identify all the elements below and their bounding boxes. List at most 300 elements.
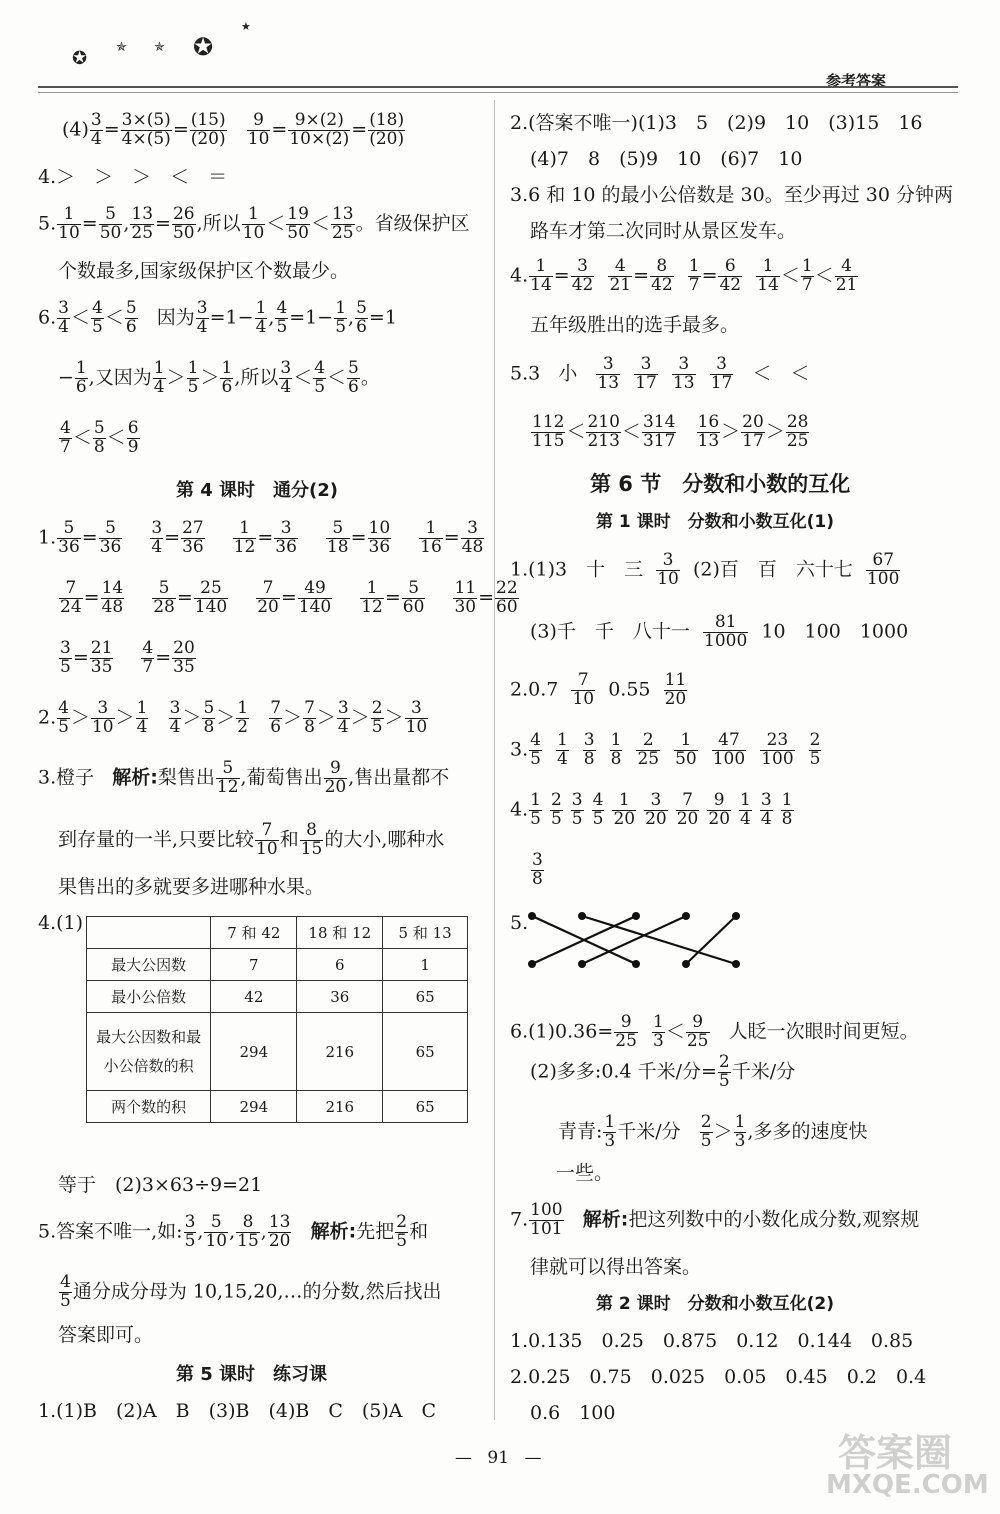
answer-line (58, 822, 444, 859)
answer-line (510, 1368, 926, 1387)
table-cell: 65 (383, 981, 468, 1013)
text-span: 100 (761, 748, 794, 769)
text-span: 人眨一次眼时间更短。 (728, 1020, 919, 1043)
text-span: 1 (221, 358, 233, 378)
text-span: 1 (529, 258, 553, 277)
text-span: 7 (60, 436, 71, 457)
text-span: 2 (396, 1212, 408, 1232)
text-span: 28 (153, 596, 175, 617)
text-span: 314 (642, 412, 676, 432)
text-span: 4 (142, 638, 154, 658)
text-span: 5. (510, 912, 529, 934)
text-span: 18 (326, 536, 349, 557)
fraction (288, 112, 350, 149)
answer-line: 6.(1)0.36= $\frac{9}{25}$ $\frac{1}{3}$ ＜ $\frac{9}{25}$ 人眨一次眼时间更短。 (510, 1012, 919, 1051)
text-span: 10 (91, 716, 114, 737)
text-span: − (58, 366, 74, 389)
fraction (331, 206, 355, 243)
text-span: 2 (237, 716, 249, 737)
text-span: 7. (510, 1208, 529, 1231)
text-span: 1 (556, 730, 568, 750)
text-span: 3 (734, 1130, 746, 1151)
text-span: 10 (205, 1230, 228, 1251)
text-span: 3. (38, 766, 57, 789)
text-span: 5 (184, 1230, 196, 1251)
text-span: 5. (38, 212, 57, 235)
fraction (644, 792, 668, 829)
fraction (91, 700, 115, 737)
text-span: 7 (270, 698, 282, 718)
text-span: 4 (136, 716, 148, 737)
text-span: 4 (280, 376, 292, 397)
fraction (59, 1274, 72, 1311)
fraction (298, 580, 332, 617)
text-span: 5 (204, 1214, 228, 1233)
table-cell: 65 (383, 1091, 468, 1123)
text-span: 到存量的一半,只要比较 (58, 828, 255, 851)
text-span: 1 (653, 1012, 664, 1032)
text-span: 6.(1)0.36= (510, 1020, 614, 1043)
fraction (303, 700, 316, 737)
text-span: 1 (57, 206, 81, 225)
fraction (707, 792, 731, 829)
text-span: 24 (60, 596, 82, 617)
fraction (395, 1214, 408, 1251)
text-span: 第 2 课时 分数和小数互化(2) (596, 1294, 835, 1314)
fraction (153, 360, 166, 397)
fraction (172, 640, 196, 677)
text-span: 5 (216, 760, 240, 779)
text-span: 5 (99, 206, 123, 225)
text-span: 3 (58, 298, 69, 318)
text-span: 5 (326, 520, 350, 539)
fraction (99, 206, 123, 243)
fraction (556, 732, 569, 769)
text-span: 42 (651, 274, 673, 295)
footer-dash: — (524, 1448, 542, 1468)
fraction (75, 360, 88, 397)
fraction (59, 420, 72, 457)
text-span: 3.6 和 10 的最小公倍数是 30。至少再过 30 分钟两 (510, 184, 953, 206)
text-span: 4 (196, 316, 208, 337)
answer-line: 2. $\frac{4}{5}$ ＞ $\frac{3}{10}$ ＞ $\frac{1}{4}$ $\frac{3}{4}$ ＞ $\frac{5}{8}$ ＞ $\frac{1}{2}$ $\frac{7}{6}$ ＞ $\frac{7}{8}$ ＞ $\frac{3}{4}$ ＞ $\frac{2}{5}$ ＞ $\frac{3}{10}$ (38, 698, 428, 737)
answer-line: (4) $\frac{3}{4}$ = $\frac{3\times(5)}{4\times(5)}$ = $\frac{(15)}{(20)}$ $\frac{9}{10}$ = $\frac{9\times(2)}{10\times(2)}$ = $\frac{(18)}{(20)}$ (62, 110, 405, 149)
text-span: 25 (331, 222, 354, 243)
text-span: 因为 (156, 306, 195, 329)
table-row (87, 981, 468, 1013)
answer-line (530, 1054, 795, 1091)
text-span: 9 (686, 1014, 710, 1033)
text-span: 48 (101, 596, 124, 617)
fraction (650, 258, 674, 295)
fraction (866, 552, 900, 589)
fraction (324, 760, 348, 797)
fraction (101, 580, 125, 617)
section-title (176, 1366, 327, 1384)
text-span: 8 (236, 1214, 260, 1233)
text-span: 50 (287, 222, 309, 243)
fraction (529, 258, 553, 295)
fraction (529, 792, 542, 829)
text-span: 21 (90, 638, 113, 658)
text-span: 3 (656, 552, 680, 571)
text-span: 5 (203, 698, 215, 718)
text-span: 7 (676, 792, 700, 811)
text-span: 25 (131, 222, 154, 243)
answer-line (58, 262, 349, 281)
text-span: 1.(1)3 十 三 (510, 558, 644, 581)
fraction (786, 414, 810, 451)
text-span: 1 (335, 298, 347, 318)
fraction (172, 206, 196, 243)
text-span: 3 (710, 356, 734, 375)
answer-line (510, 732, 834, 769)
fraction (760, 792, 773, 829)
text-span: 13 (131, 204, 154, 224)
text-span: 5 (402, 580, 426, 599)
fraction (739, 792, 752, 829)
fraction (453, 580, 477, 617)
fraction (686, 1014, 710, 1051)
fraction (672, 356, 696, 393)
text-span: 20 (613, 808, 636, 829)
text-span: 。省级保护区 (355, 212, 470, 235)
text-span: 第 6 节 分数和小数的互化 (590, 472, 851, 496)
text-span: 9 (127, 436, 139, 457)
answer-line: 6. $\frac{3}{4}$ ＜ $\frac{4}{5}$ ＜ $\frac{5}{6}$ 因为 $\frac{3}{4}$ =1− $\frac{1}{4}$ , $\frac{4}{5}$ =1− $\frac{1}{5}$ , $\frac{5}{6}$ =1 (38, 298, 397, 337)
table-header-cell: 7 和 42 (211, 917, 297, 949)
text-span: 解析: (582, 1208, 629, 1231)
text-span: 5 (348, 358, 359, 378)
fraction (91, 300, 104, 337)
fraction (169, 700, 182, 737)
text-span: 4 (608, 258, 632, 277)
text-span: 7 (59, 580, 83, 599)
section-title (590, 474, 850, 495)
text-span: 8 (300, 822, 324, 841)
fraction (127, 420, 140, 457)
answer-line (38, 914, 83, 933)
text-span: 8 (304, 716, 315, 737)
text-span: 23 (760, 732, 794, 751)
text-span: ,葡萄售出 (240, 766, 323, 789)
table-header-cell (87, 917, 211, 949)
text-span: 4 (760, 808, 772, 829)
fraction (190, 112, 227, 149)
text-span: 22 (496, 578, 518, 598)
text-span: 1 (740, 790, 751, 810)
answer-line (530, 1404, 615, 1423)
text-span: 1000 (704, 630, 748, 651)
fraction (529, 1202, 563, 1239)
fraction (337, 700, 350, 737)
text-span: 4 (337, 716, 349, 737)
text-span: 1 (242, 206, 266, 225)
text-span: 20 (173, 638, 195, 658)
matching-diagram (520, 900, 750, 980)
fraction (596, 356, 620, 393)
answer-line (556, 1164, 613, 1183)
fraction (676, 792, 700, 829)
text-span: 6 (270, 716, 282, 737)
answer-line (510, 1332, 913, 1351)
text-span: 4. (510, 798, 529, 821)
text-span: 3 (634, 356, 658, 375)
fraction (279, 360, 292, 397)
text-span: 和 (279, 828, 299, 851)
fraction (233, 520, 257, 557)
text-span: 个数最多,国家级保护区个数最少。 (58, 260, 350, 282)
text-span: 5 (530, 808, 541, 829)
fraction (531, 852, 544, 889)
text-span: 3 (90, 110, 102, 130)
text-span: 25 (686, 1030, 709, 1051)
text-span: 8 (93, 436, 105, 457)
fraction (688, 258, 701, 295)
text-span: 5 (335, 316, 347, 337)
text-span: 4 (556, 748, 568, 769)
star-icon: ✪ (72, 48, 88, 69)
text-span: 4 (835, 258, 859, 277)
answer-line: 1. $\frac{5}{36}$ = $\frac{5}{36}$ $\frac{3}{4}$ = $\frac{27}{36}$ $\frac{1}{12}$ = $\frac{3}{36}$ $\frac{5}{18}$ = $\frac{10}{36}$ $\frac{1}{16}$ = $\frac{3}{48}$ (38, 518, 484, 557)
text-span: 5 (314, 376, 326, 397)
fraction (255, 300, 268, 337)
text-span: 1 (419, 520, 443, 539)
text-span: 。 (360, 366, 380, 389)
fraction (57, 300, 70, 337)
fraction (247, 112, 271, 149)
text-span: 5 (93, 418, 105, 438)
page-footer (455, 1448, 541, 1468)
text-span: 10 (405, 716, 428, 737)
fraction (700, 1114, 713, 1151)
answer-line: 5. $\frac{1}{10}$ = $\frac{5}{50}$ , $\frac{13}{25}$ = $\frac{26}{50}$ ,所以 $\frac{1}{10}$ ＜ $\frac{19}{50}$ ＜ $\frac{13}{25}$ 。省级保护区 (38, 204, 470, 243)
text-span: 5 (700, 1130, 712, 1151)
text-span: 4 (58, 698, 69, 718)
text-span: 1.(1)B (2)A B (3)B (4)B C (5)A C (38, 1400, 437, 1422)
text-span: 0.6 100 (530, 1402, 616, 1424)
text-span: 140 (194, 596, 228, 617)
answer-line (530, 150, 802, 169)
text-span: 112 (532, 412, 565, 432)
fraction (368, 520, 392, 557)
column-divider (494, 100, 495, 1420)
table-cell: 6 (297, 949, 383, 981)
text-span: 8 (781, 808, 793, 829)
table-cell: 最大公因数 (87, 949, 211, 981)
text-span: 7 (304, 698, 315, 718)
text-span: 10 (58, 222, 80, 243)
fraction (402, 580, 426, 617)
text-span: 3 (151, 518, 163, 538)
section-title (596, 1296, 834, 1313)
text-span: 路车才第二次同时从景区发车。 (530, 220, 797, 242)
text-span: 5 (60, 656, 71, 677)
fraction (461, 520, 485, 557)
fraction (152, 580, 176, 617)
match-dot (578, 960, 586, 968)
table-header-cell: 18 和 12 (297, 917, 383, 949)
fraction (801, 258, 814, 295)
answer-line (58, 878, 324, 897)
section-title (596, 514, 834, 531)
text-span: 小 (558, 362, 578, 385)
text-span: 3 (532, 850, 543, 870)
text-span: 10 (247, 128, 270, 149)
text-span: 42 (719, 274, 742, 295)
text-span: 8 (650, 258, 674, 277)
text-span: 通分成分母为 10,15,20,…的分数,然后找出 (72, 1280, 442, 1303)
answer-line: $\frac{4}{7}$ ＜ $\frac{5}{8}$ ＜ $\frac{6}{9}$ (60, 418, 139, 457)
text-span: 17 (635, 372, 657, 393)
fraction (141, 640, 154, 677)
section-title (176, 482, 338, 500)
header-rule (38, 86, 958, 93)
text-span: 1.0.135 0.25 0.875 0.12 0.144 0.85 (510, 1330, 914, 1352)
text-span: 17 (710, 372, 733, 393)
text-span: 5 (91, 316, 103, 337)
text-span: 5 (809, 748, 821, 769)
text-span: 3 (583, 730, 595, 750)
match-dot (682, 912, 690, 920)
fraction (612, 792, 636, 829)
text-span: 2 (809, 730, 821, 750)
fraction (90, 640, 114, 677)
fraction (236, 1214, 260, 1251)
table-row (87, 949, 468, 981)
text-span: 4.(1) (38, 912, 84, 934)
text-span: 4 (592, 790, 604, 810)
text-span: 4 (740, 808, 751, 829)
fraction (603, 1114, 616, 1151)
text-span: 13 (697, 430, 720, 451)
text-span: 5 (371, 716, 383, 737)
text-span: 5 (530, 748, 541, 769)
text-span: 15 (237, 1230, 259, 1251)
text-span: 4 (255, 316, 267, 337)
fraction (255, 822, 279, 859)
text-span: 25 (637, 748, 660, 769)
text-span: 4 (58, 316, 69, 337)
text-span: 1 (801, 256, 813, 276)
text-span: 8 (532, 868, 543, 889)
text-span: 6 (127, 418, 139, 438)
text-span: 35 (173, 656, 195, 677)
text-span: 3 (604, 1130, 616, 1151)
answer-line (58, 1326, 153, 1345)
text-span: 4 (91, 298, 103, 318)
text-span: 4 (276, 298, 288, 318)
text-span: 100 (530, 1200, 563, 1220)
text-span: 115 (532, 430, 565, 451)
fraction (204, 1214, 228, 1251)
text-span: 5 (356, 298, 367, 318)
text-span: 49 (298, 580, 332, 599)
gcd-lcm-table (86, 916, 468, 1123)
text-span: 3 (184, 1212, 196, 1232)
answer-line: 5.答案不唯一,如: $\frac{3}{5}$ , $\frac{5}{10}$ , $\frac{8}{15}$ , $\frac{13}{20}$ 解析:先把 $\frac{2}{5}$ 和 (38, 1212, 429, 1251)
text-span: 1 (237, 698, 249, 718)
text-span: 和 (409, 1220, 429, 1243)
star-icon: ✪ (193, 33, 214, 61)
text-span: 5 (58, 716, 69, 737)
fraction (419, 520, 443, 557)
star-icon: ★ (241, 20, 251, 33)
text-span: 1 (610, 730, 622, 750)
text-span: 5.3 (510, 362, 541, 385)
answer-line (38, 1402, 436, 1421)
text-span: 48 (461, 536, 484, 557)
text-span: 律就可以得出答案。 (530, 1256, 702, 1278)
fraction (202, 700, 215, 737)
fraction (652, 1014, 665, 1051)
text-span: 7 (256, 580, 280, 599)
table-cell: 216 (297, 1013, 383, 1091)
answer-line (58, 1274, 442, 1311)
text-span: 第 4 课时 通分(2) (176, 480, 339, 501)
text-span: 8 (583, 748, 595, 769)
text-span: 36 (368, 536, 391, 557)
text-span: 5 (276, 316, 288, 337)
text-span: 3 (672, 356, 696, 375)
fraction (347, 360, 360, 397)
match-dot (578, 912, 586, 920)
answer-line: − $\frac{1}{6}$ ,又因为 $\frac{1}{4}$ ＞ $\frac{1}{5}$ ＞ $\frac{1}{6}$ ,所以 $\frac{3}{4}$ ＜ $\frac{4}{5}$ ＜ $\frac{5}{6}$ 。 (58, 358, 380, 397)
text-span: 317 (642, 430, 676, 451)
text-span: 47 (712, 732, 746, 751)
text-span: 把这列数中的小数化成分数,观察规 (628, 1208, 920, 1231)
text-span: 13 (672, 372, 695, 393)
answer-line (510, 1202, 919, 1239)
answer-line (510, 672, 688, 709)
text-span: 50 (172, 222, 195, 243)
fraction (608, 258, 632, 295)
text-span: 5 (99, 520, 123, 539)
text-span: 140 (298, 596, 332, 617)
text-span: 3 (644, 792, 668, 811)
text-span: 6 (356, 316, 367, 337)
text-span: 60 (402, 596, 425, 617)
text-span: (2)多多:0.4 千米/分= (530, 1060, 717, 1083)
text-span: 3 (60, 638, 71, 658)
text-span: (2)百 百 六十七 (692, 558, 853, 581)
table-cell: 216 (297, 1091, 383, 1123)
text-span: 7 (688, 274, 700, 295)
text-span: 9 (324, 760, 348, 779)
fraction (712, 732, 746, 769)
text-span: 8 (203, 716, 215, 737)
text-span: 五年级胜出的选手最多。 (530, 314, 740, 336)
text-span: 1 (604, 1112, 616, 1132)
footer-dash: — (455, 1448, 472, 1468)
fraction (136, 700, 149, 737)
match-dot (632, 912, 640, 920)
text-span: 1 (688, 256, 700, 276)
fraction (57, 206, 81, 243)
text-span: 7 (255, 822, 279, 841)
text-span: 36 (58, 536, 80, 557)
text-span: 25 (615, 1030, 637, 1051)
fraction (674, 732, 698, 769)
fraction (610, 732, 623, 769)
text-span: 16 (420, 536, 442, 557)
table-cell: 65 (383, 1013, 468, 1091)
text-span: (4)7 8 (5)9 10 (6)7 10 (530, 148, 803, 170)
fraction (326, 520, 350, 557)
fraction (121, 112, 172, 149)
text-span: 36 (99, 536, 122, 557)
text-span: 2.0.25 0.75 0.025 0.05 0.45 0.2 0.4 (510, 1366, 927, 1388)
